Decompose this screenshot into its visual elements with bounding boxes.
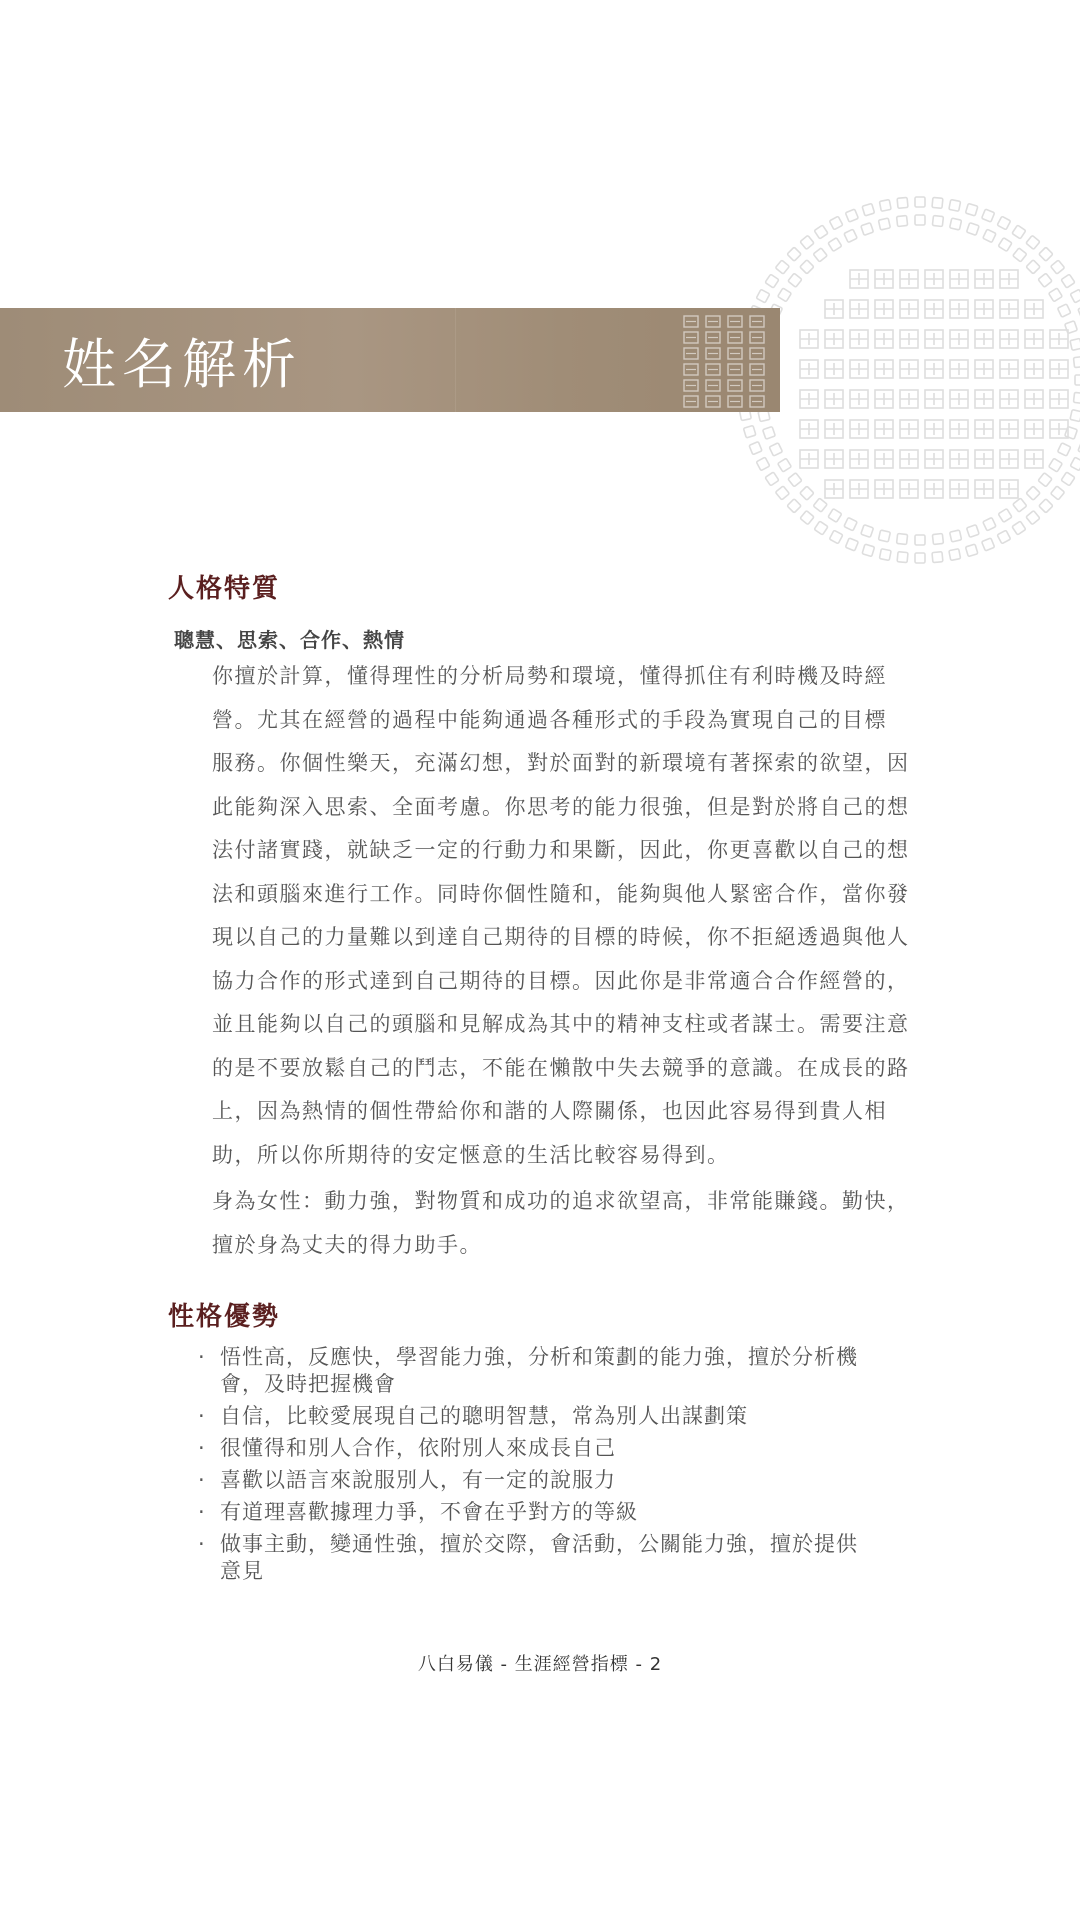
strength-item-text: 喜歡以語言來說服別人，有一定的說服力 xyxy=(220,1468,616,1492)
strength-item-text: 悟性高，反應快，學習能力強，分析和策劃的能力強，擅於分析機 xyxy=(220,1345,858,1369)
personality-paragraph-line: 上，因為熱情的個性帶給你和諧的人際關係，也因此容易得到貴人相 xyxy=(212,1099,887,1123)
bullet-dot-icon: · xyxy=(198,1436,206,1460)
strength-list-item xyxy=(196,1499,956,1526)
decorative-seal-pattern xyxy=(730,190,1080,570)
strength-list-item xyxy=(196,1435,956,1462)
page-title: 姓名解析 xyxy=(62,333,302,396)
personality-paragraph-line: 此能夠深入思索、全面考慮。你思考的能力很強，但是對於將自己的想 xyxy=(212,794,910,819)
personality-paragraph-line: 營。尤其在經營的過程中能夠通過各種形式的手段為實現自己的目標 xyxy=(212,707,887,732)
personality-paragraph-line: 你擅於計算，懂得理性的分析局勢和環境，懂得抓住有利時機及時經 xyxy=(212,664,887,688)
female-paragraph-line: 身為女性：動力強，對物質和成功的追求欲望高，非常能賺錢。勤快， xyxy=(212,1189,910,1213)
personality-paragraph-line: 助，所以你所期待的安定愜意的生活比較容易得到。 xyxy=(212,1142,730,1167)
personality-paragraph-line: 法和頭腦來進行工作。同時你個性隨和，能夠與他人緊密合作，當你發 xyxy=(212,881,910,906)
bullet-dot-icon: · xyxy=(198,1404,206,1428)
personality-paragraph-line: 並且能夠以自己的頭腦和見解成為其中的精神支柱或者謀士。需要注意 xyxy=(212,1012,910,1036)
female-paragraph-line: 擅於身為丈夫的得力助手。 xyxy=(212,1232,482,1257)
strength-list-item xyxy=(196,1531,956,1585)
strength-item-text: 很懂得和別人合作，依附別人來成長自己 xyxy=(220,1436,616,1460)
bullet-dot-icon: · xyxy=(198,1500,206,1524)
strength-list-item xyxy=(196,1403,956,1430)
section-heading-personality: 人格特質 xyxy=(168,574,281,604)
personality-paragraph-line: 的是不要放鬆自己的鬥志，不能在懶散中失去競爭的意識。在成長的路 xyxy=(212,1055,910,1080)
personality-paragraph-line: 協力合作的形式達到自己期待的目標。因此你是非常適合合作經營的， xyxy=(212,968,910,993)
traits-subheading: 聰慧、思索、合作、熱情 xyxy=(174,628,405,652)
strength-list-item xyxy=(196,1344,956,1398)
page-footer: 八白易儀 - 生涯經營指標 - 2 xyxy=(417,1654,663,1675)
strength-item-text: 意見 xyxy=(220,1559,264,1583)
strength-item-text: 自信，比較愛展現自己的聰明智慧，常為別人出謀劃策 xyxy=(220,1404,748,1428)
strength-item-text: 會，及時把握機會 xyxy=(220,1372,396,1396)
header-band xyxy=(0,308,780,412)
personality-paragraph-line: 現以自己的力量難以到達自己期待的目標的時候，你不拒絕透過與他人 xyxy=(212,925,910,949)
female-paragraph xyxy=(212,1180,952,1267)
bullet-dot-icon: · xyxy=(198,1345,206,1369)
band-calligraphy-icon xyxy=(670,308,780,412)
personality-paragraph-line: 法付諸實踐，就缺乏一定的行動力和果斷，因此，你更喜歡以自己的想 xyxy=(212,838,910,862)
personality-paragraph xyxy=(212,655,952,1177)
section-heading-strengths: 性格優勢 xyxy=(168,1302,281,1332)
personality-paragraph-line: 服務。你個性樂天，充滿幻想，對於面對的新環境有著探索的欲望，因 xyxy=(212,751,910,775)
strength-item-text: 做事主動，變通性強，擅於交際，會活動，公關能力強，擅於提供 xyxy=(220,1532,858,1556)
strength-item-text: 有道理喜歡據理力爭，不會在乎對方的等級 xyxy=(220,1500,638,1524)
bullet-dot-icon: · xyxy=(198,1468,206,1492)
bullet-dot-icon: · xyxy=(198,1532,206,1556)
strengths-list xyxy=(196,1344,956,1590)
strength-list-item xyxy=(196,1467,956,1494)
